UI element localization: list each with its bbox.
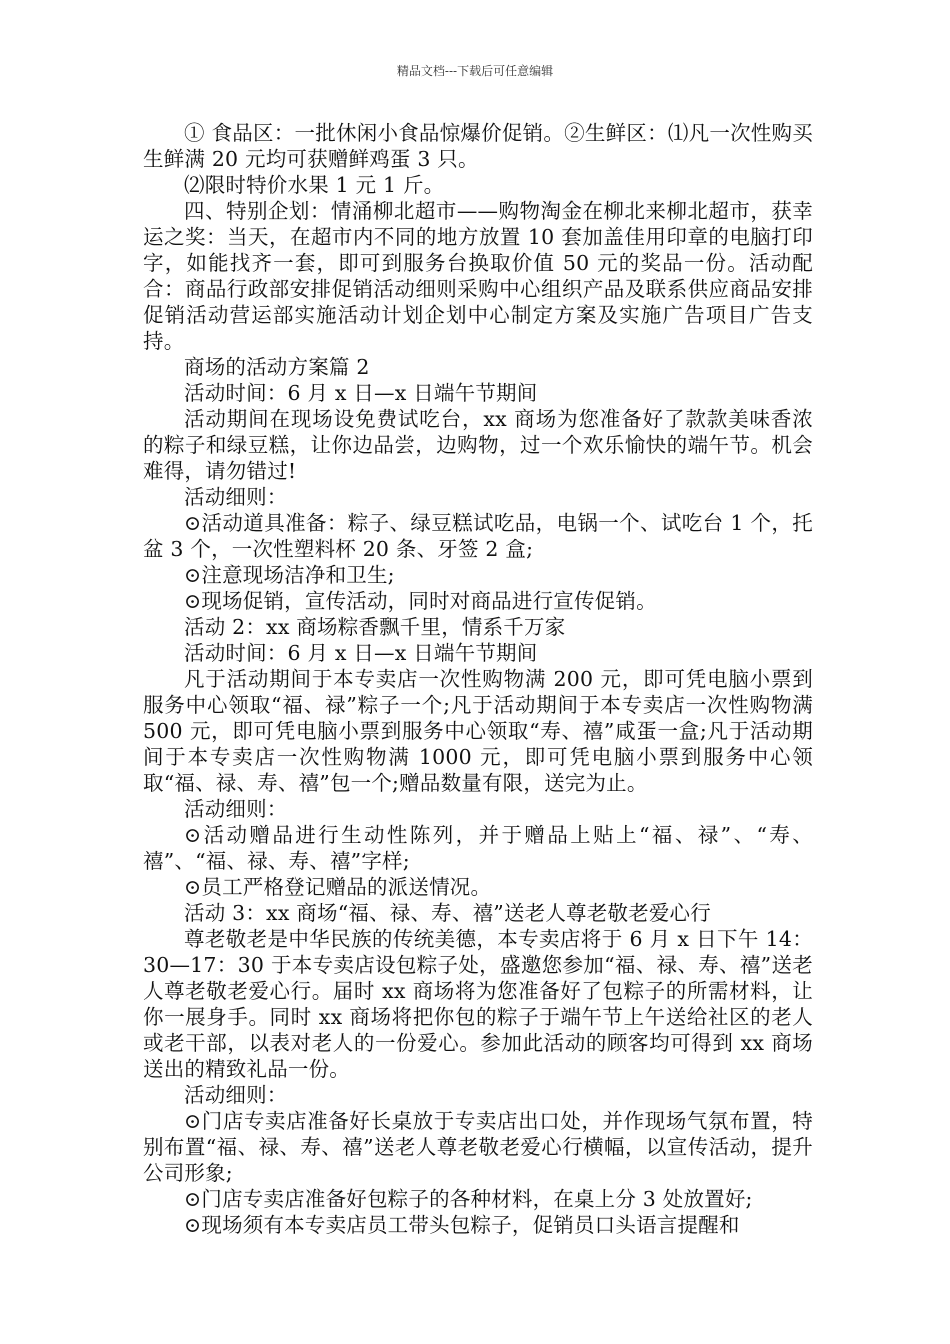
list-item: ⊙门店专卖店准备好包粽子的各种材料，在桌上分 3 处放置好; xyxy=(184,1187,753,1211)
section-title: 商场的活动方案篇 2 xyxy=(184,355,370,379)
list-item: ⊙活动赠品进行生动性陈列，并于赠品上贴上“福、禄”、“寿、禧”、“福、禄、寿、禧”字样; xyxy=(143,823,813,873)
paragraph: 活动 3：xx 商场“福、禄、寿、禧”送老人尊老敬老爱心行 xyxy=(184,901,711,925)
paragraph: 四、特别企划：情涌柳北超市——购物淘金在柳北来柳北超市，获幸运之奖：当天，在超市内不同的地方放置 10 套加盖佳用印章的电脑打印字，如能找齐一套，即可到服务台换取价值 50 元的奖品一份。活动配合：商品行政部安排促销活动细则采购中心组织产品及联系供应商品安排促销活动营运部实施活动计划企划中心制定方案及实施广告项目广告支持。 xyxy=(143,199,813,353)
paragraph: 活动期间在现场设免费试吃台，xx 商场为您准备好了款款美味香浓的粽子和绿豆糕，让你边品尝，边购物，过一个欢乐愉快的端午节。机会难得，请勿错过! xyxy=(143,407,813,483)
page-header: 精品文档---下载后可任意编辑 xyxy=(396,64,554,78)
subheading: 活动细则： xyxy=(184,797,288,821)
paragraph: 活动时间：6 月 x 日—x 日端午节期间 xyxy=(184,381,538,405)
paragraph: 活动 2：xx 商场粽香飘千里，情系千万家 xyxy=(184,615,566,639)
subheading: 活动细则： xyxy=(184,1083,288,1107)
subheading: 活动细则： xyxy=(184,485,288,509)
paragraph: 活动时间：6 月 x 日—x 日端午节期间 xyxy=(184,641,538,665)
document-body xyxy=(143,120,813,1238)
paragraph: ⑵限时特价水果 1 元 1 斤。 xyxy=(184,173,445,197)
list-item: ⊙注意现场洁净和卫生; xyxy=(184,563,395,587)
list-item: ⊙现场须有本专卖店员工带头包粽子，促销员口头语言提醒和 xyxy=(184,1213,740,1237)
list-item: ⊙现场促销，宣传活动，同时对商品进行宣传促销。 xyxy=(184,589,657,613)
paragraph: 凡于活动期间于本专卖店一次性购物满 200 元，即可凭电脑小票到服务中心领取“福、禄”粽子一个;凡于活动期间于本专卖店一次性购物满 500 元，即可凭电脑小票到服务中心领取“寿、禧”咸蛋一盒;凡于活动期间于本专卖店一次性购物满 1000 元，即可凭电脑小票到服务中心领取“福、禄、寿、禧”包一个;赠品数量有限，送完为止。 xyxy=(143,667,813,795)
paragraph: 尊老敬老是中华民族的传统美德，本专卖店将于 6 月 x 日下午 14：30—17：30 于本专卖店设包粽子处，盛邀您参加“福、禄、寿、禧”送老人尊老敬老爱心行。届时 xx 商场将为您准备好了包粽子的所需材料，让你一展身手。同时 xx 商场将把你包的粽子于端午节上午送给社区的老人或老干部，以表对老人的一份爱心。参加此活动的顾客均可得到 xx 商场送出的精致礼品一份。 xyxy=(143,927,813,1081)
list-item: ⊙员工严格登记赠品的派送情况。 xyxy=(184,875,492,899)
list-item: ⊙门店专卖店准备好长桌放于专卖店出口处，并作现场气氛布置，特别布置“福、禄、寿、禧”送老人尊老敬老爱心行横幅，以宣传活动，提升公司形象; xyxy=(143,1109,813,1185)
list-item: ⊙活动道具准备：粽子、绿豆糕试吃品，电锅一个、试吃台 1 个，托盆 3 个，一次性塑料杯 20 条、牙签 2 盒; xyxy=(143,511,813,561)
paragraph: ① 食品区：一批休闲小食品惊爆价促销。②生鲜区：⑴凡一次性购买生鲜满 20 元均可获赠鲜鸡蛋 3 只。 xyxy=(143,121,813,171)
